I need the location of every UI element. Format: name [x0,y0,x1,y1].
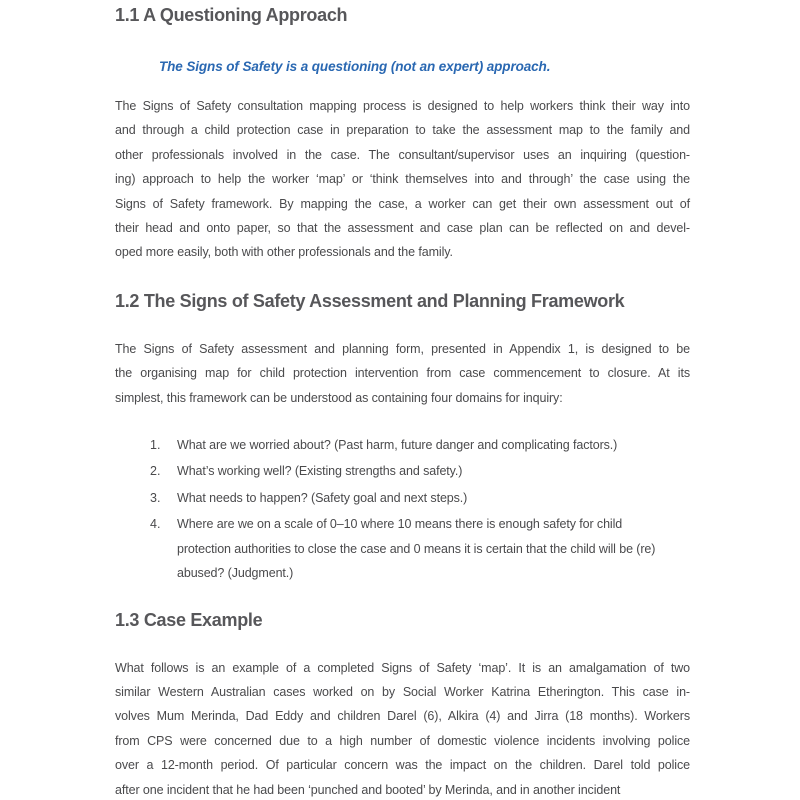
list-item-text [177,486,690,510]
text-line: volves Mum Merinda, Dad Eddy and children Darel (6), Alkira (4) and Jirra (18 months). Workers [115,709,690,724]
list-item-number: 1. [150,438,161,453]
text-line: similar Western Australian cases worked on by Social Worker Katrina Etherington. This case in- [115,684,690,699]
text-line: What are we worried about? (Past harm, future danger and complicating factors.) [177,438,618,453]
list-item-number: 2. [150,464,161,479]
list-item-text [177,433,690,457]
list-item [150,433,690,457]
text-line: protection authorities to close the case and 0 means it is certain that the child will be (re) [177,541,656,556]
list-item [150,512,690,585]
list-item-text [177,459,690,483]
paragraph-case-example [115,656,690,800]
section-heading-1-2: 1.2 The Signs of Safety Assessment and Planning Framework [115,290,625,311]
list-item-number: 4. [150,517,161,532]
text-line: What’s working well? (Existing strengths and safety.) [177,464,463,479]
text-line: oped more easily, both with other professionals and the family. [115,245,453,260]
pull-quote: The Signs of Safety is a questioning (not an expert) approach. [159,59,551,74]
text-line: after one incident that he had been ‘punched and booted’ by Merinda, and in another incident [115,782,621,797]
text-column [115,0,690,800]
list-item [150,486,690,510]
paragraph-questioning-approach [115,94,690,265]
paragraph-framework [115,337,690,410]
text-line: their head and onto paper, so that the assessment and case plan can be reflected on and devel- [115,221,690,236]
text-line: over a 12-month period. Of particular concern was the impact on the children. Darel told police [115,758,690,773]
text-line: What needs to happen? (Safety goal and next steps.) [177,490,468,505]
text-line: simplest, this framework can be understood as containing four domains for inquiry: [115,390,563,405]
text-line: The Signs of Safety consultation mapping process is designed to help workers think their way into [115,99,690,113]
text-line: the organising map for child protection intervention from case commencement to closure. At its [115,366,690,381]
section-heading-1-3: 1.3 Case Example [115,609,263,630]
text-line: other professionals involved in the case. The consultant/supervisor uses an inquiring (question- [115,147,690,162]
text-line: ing) approach to help the worker ‘map’ or ‘think themselves into and through’ the case using the [115,172,690,187]
list-item-text [177,512,690,585]
text-line: Where are we on a scale of 0–10 where 10 means there is enough safety for child [177,517,623,532]
list-item [150,459,690,483]
text-line: and through a child protection case in preparation to take the assessment map to the family and [115,123,690,138]
four-domains-ordered-list [150,433,690,585]
text-line: Signs of Safety framework. By mapping the case, a worker can get their own assessment out of [115,196,690,211]
text-line: abused? (Judgment.) [177,566,294,581]
text-line: What follows is an example of a completed Signs of Safety ‘map’. It is an amalgamation of two [115,660,690,675]
text-line: The Signs of Safety assessment and planning form, presented in Appendix 1, is designed to be [115,341,690,356]
text-line: from CPS were concerned due to a high number of domestic violence incidents involving police [115,733,690,748]
list-item-number: 3. [150,490,161,505]
section-heading-1-1: 1.1 A Questioning Approach [115,5,348,25]
